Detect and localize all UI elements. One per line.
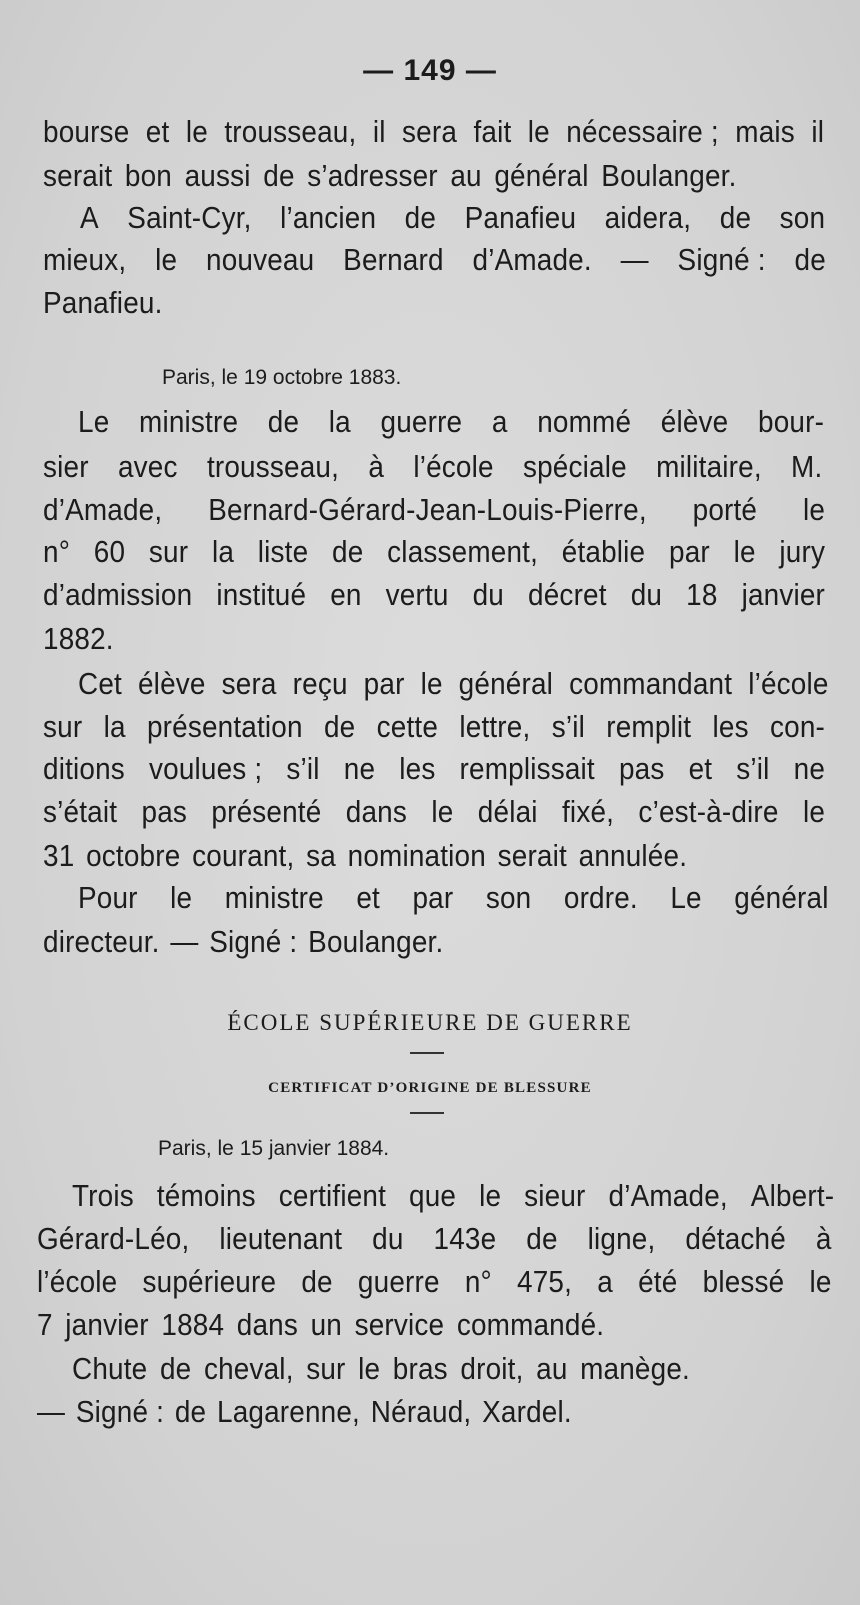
word: bras bbox=[392, 1351, 448, 1386]
word: Albert- bbox=[750, 1178, 835, 1213]
word: le bbox=[479, 1178, 502, 1213]
word: détaché bbox=[685, 1221, 786, 1256]
word: les bbox=[399, 751, 436, 786]
word: 143e bbox=[433, 1221, 497, 1256]
word: n° bbox=[43, 534, 71, 569]
word: le bbox=[431, 794, 454, 829]
word: ne bbox=[343, 751, 376, 786]
dateline: Paris, le 19 octobre 1883. bbox=[162, 366, 402, 389]
word: de bbox=[794, 242, 826, 277]
word: serait bbox=[43, 158, 113, 193]
word: sier bbox=[43, 449, 89, 484]
word: de bbox=[174, 1394, 207, 1429]
text-line bbox=[43, 283, 817, 323]
word: d’Amade, bbox=[43, 492, 163, 527]
word: son bbox=[485, 880, 532, 915]
word: supérieure bbox=[142, 1264, 277, 1299]
word: remplissait bbox=[459, 751, 595, 786]
word: général bbox=[734, 880, 829, 915]
word: Bernard-Gérard-Jean-Louis-Pierre, bbox=[208, 492, 647, 527]
divider bbox=[410, 1052, 444, 1054]
word: du bbox=[372, 1221, 404, 1256]
word: Néraud, bbox=[370, 1394, 472, 1429]
word: a bbox=[491, 404, 508, 439]
word: 7 bbox=[37, 1307, 53, 1342]
word: d’Amade, bbox=[608, 1178, 728, 1213]
word: le bbox=[185, 114, 208, 149]
word: par bbox=[412, 880, 454, 915]
word: d’admission bbox=[43, 577, 193, 612]
word: mais bbox=[735, 114, 795, 149]
word: la bbox=[328, 404, 351, 439]
word: lettre, bbox=[459, 709, 531, 744]
word: nouveau bbox=[205, 242, 315, 277]
text-line bbox=[43, 707, 825, 747]
word: 1884 bbox=[161, 1307, 225, 1342]
word: présentation bbox=[146, 709, 303, 744]
word: pas bbox=[141, 794, 188, 829]
word: trousseau, bbox=[206, 449, 340, 484]
word: le bbox=[170, 880, 193, 915]
word: Boulanger. bbox=[308, 924, 444, 959]
word: ditions bbox=[43, 751, 125, 786]
word: le bbox=[733, 534, 756, 569]
word: de bbox=[159, 1351, 192, 1386]
word: Chute bbox=[72, 1351, 148, 1386]
word: courant, bbox=[192, 838, 295, 873]
word: fixé, bbox=[562, 794, 615, 829]
word: — bbox=[37, 1394, 66, 1429]
word: manège. bbox=[580, 1351, 690, 1386]
text-line bbox=[37, 1219, 832, 1259]
word: commandant bbox=[569, 666, 733, 701]
word: au bbox=[536, 1351, 568, 1386]
word: l’école bbox=[748, 666, 829, 701]
word: et bbox=[145, 114, 170, 149]
word: 60 bbox=[93, 534, 126, 569]
word: nommé bbox=[537, 404, 632, 439]
word: le bbox=[155, 242, 178, 277]
word: de bbox=[404, 200, 437, 235]
word: par bbox=[363, 666, 405, 701]
word: cheval, bbox=[203, 1351, 294, 1386]
text-line bbox=[43, 792, 825, 832]
subsection-title: CERTIFICAT D’ORIGINE DE BLESSURE bbox=[268, 1080, 592, 1096]
word: Trois bbox=[72, 1178, 134, 1213]
word: annulée. bbox=[578, 838, 688, 873]
word: sieur bbox=[524, 1178, 586, 1213]
word: Panafieu. bbox=[43, 285, 163, 320]
word: de bbox=[526, 1221, 558, 1256]
word: le bbox=[802, 794, 826, 829]
word: — bbox=[170, 924, 199, 959]
word: c’est-à-dire bbox=[638, 794, 779, 829]
word: les bbox=[712, 709, 749, 744]
word: M. bbox=[791, 449, 823, 484]
word: — bbox=[620, 242, 649, 277]
word: s’il bbox=[551, 709, 585, 744]
word: sur bbox=[148, 534, 189, 569]
word: porté bbox=[692, 492, 758, 527]
word: s’il bbox=[286, 751, 320, 786]
text-line bbox=[72, 1176, 834, 1216]
word: aussi bbox=[184, 158, 251, 193]
word: mieux, bbox=[43, 242, 127, 277]
word: vertu bbox=[385, 577, 449, 612]
word: le bbox=[809, 1264, 832, 1299]
text-line bbox=[43, 575, 825, 615]
word: pas bbox=[618, 751, 665, 786]
word: s’il bbox=[736, 751, 770, 786]
word: bon bbox=[124, 158, 173, 193]
word: que bbox=[409, 1178, 457, 1213]
word: certifient bbox=[278, 1178, 387, 1213]
word: l’école bbox=[413, 449, 494, 484]
word: Pour bbox=[78, 880, 138, 915]
word: janvier bbox=[65, 1307, 149, 1342]
word: a bbox=[597, 1264, 613, 1299]
text-line bbox=[37, 1392, 811, 1432]
word: son bbox=[779, 200, 826, 235]
word: octobre bbox=[86, 838, 181, 873]
word: Xardel. bbox=[482, 1394, 572, 1429]
word: ordre. bbox=[563, 880, 638, 915]
word: avec bbox=[117, 449, 178, 484]
word: le bbox=[358, 1351, 381, 1386]
word: de bbox=[323, 709, 356, 744]
word: cette bbox=[376, 709, 439, 744]
word: témoins bbox=[156, 1178, 256, 1213]
text-line bbox=[78, 664, 829, 704]
word: lieutenant bbox=[219, 1221, 343, 1256]
word: liste bbox=[257, 534, 309, 569]
word: reçu bbox=[292, 666, 348, 701]
word: un bbox=[310, 1307, 342, 1342]
word: l’école bbox=[37, 1264, 118, 1299]
word: d’Amade. bbox=[472, 242, 592, 277]
word: aidera, bbox=[604, 200, 692, 235]
word: trousseau, bbox=[224, 114, 357, 149]
text-line bbox=[43, 156, 817, 196]
word: de bbox=[263, 158, 295, 193]
word: dans bbox=[236, 1307, 298, 1342]
word: 1882. bbox=[43, 621, 114, 656]
word: général bbox=[458, 666, 554, 701]
word: général bbox=[494, 158, 589, 193]
text-line bbox=[37, 1305, 811, 1345]
word: nécessaire ; bbox=[566, 114, 719, 149]
text-line bbox=[78, 878, 829, 918]
word: dans bbox=[345, 794, 408, 829]
text-line bbox=[80, 198, 825, 238]
text-line bbox=[43, 490, 825, 530]
word: à bbox=[368, 449, 385, 484]
word: jury bbox=[779, 534, 826, 569]
text-line bbox=[78, 402, 824, 442]
word: 31 bbox=[43, 838, 75, 873]
word: fait bbox=[473, 114, 512, 149]
word: n° bbox=[464, 1264, 492, 1299]
word: du bbox=[472, 577, 505, 612]
word: droit, bbox=[460, 1351, 524, 1386]
divider bbox=[410, 1112, 444, 1114]
word: commandé. bbox=[456, 1307, 605, 1342]
word: militaire, bbox=[656, 449, 762, 484]
word: Boulanger. bbox=[601, 158, 737, 193]
word: et bbox=[356, 880, 380, 915]
text-line bbox=[43, 836, 817, 876]
word: à bbox=[815, 1221, 832, 1256]
text-line bbox=[43, 532, 825, 572]
word: 475, bbox=[517, 1264, 573, 1299]
word: délai bbox=[477, 794, 538, 829]
text-line bbox=[43, 749, 825, 789]
word: A bbox=[80, 200, 99, 235]
word: Bernard bbox=[343, 242, 444, 277]
text-line bbox=[72, 1349, 846, 1389]
text-line bbox=[43, 922, 817, 962]
word: ministre bbox=[224, 880, 324, 915]
word: au bbox=[450, 158, 482, 193]
word: Signé : bbox=[209, 924, 298, 959]
word: le bbox=[527, 114, 550, 149]
word: service bbox=[354, 1307, 445, 1342]
word: établie bbox=[561, 534, 646, 569]
word: bourse bbox=[43, 114, 130, 149]
word: le bbox=[420, 666, 443, 701]
word: sur bbox=[306, 1351, 346, 1386]
word: bour- bbox=[758, 404, 825, 439]
word: classement, bbox=[387, 534, 539, 569]
word: il bbox=[372, 114, 386, 149]
word: ne bbox=[793, 751, 826, 786]
word: décret bbox=[528, 577, 607, 612]
word: sera bbox=[221, 666, 277, 701]
word: par bbox=[668, 534, 710, 569]
word: Panafieu bbox=[464, 200, 577, 235]
word: con- bbox=[770, 709, 826, 744]
word: ministre bbox=[139, 404, 239, 439]
word: de bbox=[267, 404, 300, 439]
text-line bbox=[43, 112, 824, 152]
word: remplit bbox=[606, 709, 692, 744]
word: Le bbox=[78, 404, 110, 439]
word: de bbox=[719, 200, 752, 235]
word: 18 bbox=[686, 577, 718, 612]
word: Le bbox=[670, 880, 702, 915]
word: sa bbox=[306, 838, 336, 873]
word: la bbox=[211, 534, 235, 569]
word: et bbox=[688, 751, 713, 786]
word: de bbox=[301, 1264, 333, 1299]
text-line bbox=[43, 619, 817, 659]
word: Cet bbox=[78, 666, 122, 701]
word: guerre bbox=[357, 1264, 440, 1299]
section-title: ÉCOLE SUPÉRIEURE DE GUERRE bbox=[227, 1010, 633, 1035]
word: du bbox=[630, 577, 663, 612]
word: blessé bbox=[702, 1264, 785, 1299]
text-line bbox=[43, 447, 822, 487]
word: le bbox=[803, 492, 826, 527]
word: institué bbox=[216, 577, 307, 612]
word: s’adresser bbox=[307, 158, 438, 193]
text-line bbox=[43, 240, 826, 280]
word: serait bbox=[497, 838, 567, 873]
word: sera bbox=[402, 114, 458, 149]
word: en bbox=[330, 577, 362, 612]
word: Signé : bbox=[677, 242, 766, 277]
word: sur bbox=[43, 709, 83, 744]
word: il bbox=[811, 114, 825, 149]
word: voulues ; bbox=[149, 751, 263, 786]
word: présenté bbox=[211, 794, 322, 829]
text-line bbox=[37, 1262, 832, 1302]
word: Lagarenne, bbox=[217, 1394, 361, 1429]
word: ligne, bbox=[587, 1221, 656, 1256]
word: l’ancien bbox=[280, 200, 377, 235]
page-number: — 149 — bbox=[363, 54, 497, 87]
word: de bbox=[332, 534, 364, 569]
word: Signé : bbox=[75, 1394, 165, 1429]
word: Saint-Cyr, bbox=[127, 200, 252, 235]
word: janvier bbox=[741, 577, 826, 612]
word: guerre bbox=[380, 404, 463, 439]
word: la bbox=[103, 709, 126, 744]
word: s’était bbox=[43, 794, 118, 829]
word: été bbox=[638, 1264, 678, 1299]
dateline: Paris, le 15 janvier 1884. bbox=[158, 1137, 390, 1160]
word: directeur. bbox=[43, 924, 160, 959]
word: nomination bbox=[347, 838, 486, 873]
word: élève bbox=[660, 404, 729, 439]
word: Gérard-Léo, bbox=[37, 1221, 190, 1256]
word: élève bbox=[137, 666, 206, 701]
word: spéciale bbox=[522, 449, 627, 484]
